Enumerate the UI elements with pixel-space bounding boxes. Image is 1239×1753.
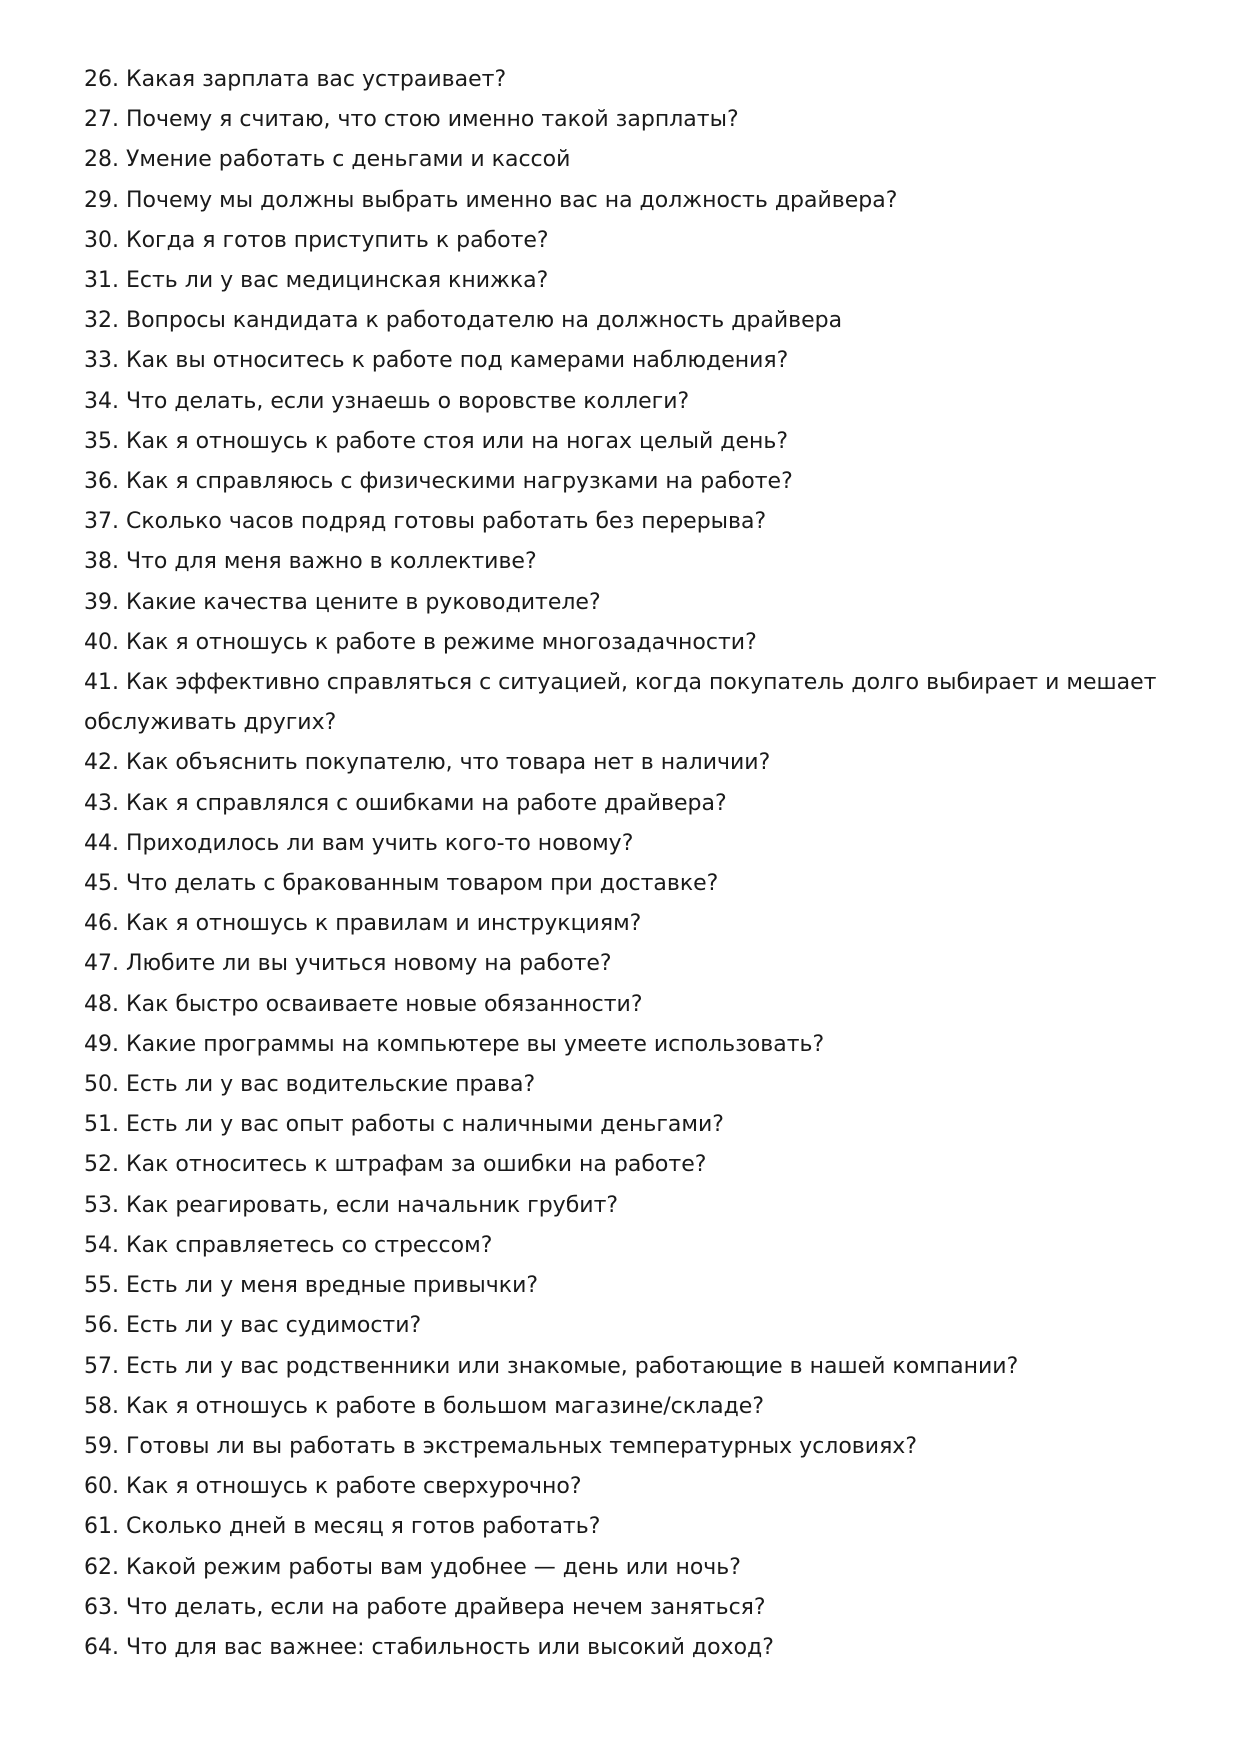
question-item: 57. Есть ли у вас родственники или знакомые, работающие в нашей компании? bbox=[84, 1353, 1019, 1379]
question-item: 41. Как эффективно справляться с ситуацией, когда покупатель долго выбирает и мешает обслуживать других? bbox=[84, 670, 1157, 736]
question-item: 36. Как я справляюсь с физическими нагрузками на работе? bbox=[84, 469, 793, 495]
question-item: 53. Как реагировать, если начальник грубит? bbox=[84, 1192, 619, 1218]
question-item: 52. Как относитесь к штрафам за ошибки на работе? bbox=[84, 1152, 707, 1178]
question-item: 35. Как я отношусь к работе стоя или на ногах целый день? bbox=[84, 428, 789, 454]
question-item: 50. Есть ли у вас водительские права? bbox=[84, 1072, 536, 1098]
question-item: 40. Как я отношусь к работе в режиме многозадачности? bbox=[84, 629, 757, 655]
question-item: 33. Как вы относитесь к работе под камерами наблюдения? bbox=[84, 348, 789, 374]
question-item: 62. Какой режим работы вам удобнее — день или ночь? bbox=[84, 1554, 741, 1580]
question-item: 34. Что делать, если узнаешь о воровстве коллеги? bbox=[84, 388, 690, 414]
question-item: 44. Приходилось ли вам учить кого-то новому? bbox=[84, 830, 634, 856]
question-item: 54. Как справляетесь со стрессом? bbox=[84, 1232, 493, 1258]
question-item: 59. Готовы ли вы работать в экстремальных температурных условиях? bbox=[84, 1433, 918, 1459]
question-item: 49. Какие программы на компьютере вы умеете использовать? bbox=[84, 1031, 825, 1057]
question-item: 60. Как я отношусь к работе сверхурочно? bbox=[84, 1474, 582, 1500]
question-item: 27. Почему я считаю, что стою именно такой зарплаты? bbox=[84, 107, 739, 133]
question-item: 29. Почему мы должны выбрать именно вас на должность драйвера? bbox=[84, 187, 898, 213]
question-item: 58. Как я отношусь к работе в большом магазине/складе? bbox=[84, 1393, 765, 1419]
question-item: 28. Умение работать с деньгами и кассой bbox=[84, 147, 571, 173]
question-item: 61. Сколько дней в месяц я готов работать? bbox=[84, 1514, 601, 1540]
question-item: 55. Есть ли у меня вредные привычки? bbox=[84, 1273, 539, 1299]
question-item: 51. Есть ли у вас опыт работы с наличными деньгами? bbox=[84, 1112, 724, 1138]
document-page bbox=[84, 60, 1164, 1668]
question-item: 64. Что для вас важнее: стабильность или высокий доход? bbox=[84, 1634, 774, 1660]
question-list bbox=[84, 60, 1164, 1668]
question-item: 63. Что делать, если на работе драйвера нечем заняться? bbox=[84, 1594, 766, 1620]
question-item: 39. Какие качества цените в руководителе? bbox=[84, 589, 601, 615]
question-item: 47. Любите ли вы учиться новому на работе? bbox=[84, 951, 612, 977]
question-item: 26. Какая зарплата вас устраивает? bbox=[84, 67, 507, 92]
question-item: 38. Что для меня важно в коллективе? bbox=[84, 549, 537, 575]
question-item: 56. Есть ли у вас судимости? bbox=[84, 1313, 422, 1339]
question-item: 37. Сколько часов подряд готовы работать без перерыва? bbox=[84, 509, 767, 535]
question-item: 48. Как быстро осваиваете новые обязанности? bbox=[84, 991, 643, 1017]
question-item: 30. Когда я готов приступить к работе? bbox=[84, 227, 549, 253]
question-item: 43. Как я справлялся с ошибками на работе драйвера? bbox=[84, 790, 727, 816]
question-item: 46. Как я отношусь к правилам и инструкциям? bbox=[84, 911, 642, 937]
question-item: 42. Как объяснить покупателю, что товара нет в наличии? bbox=[84, 750, 771, 776]
question-item: 31. Есть ли у вас медицинская книжка? bbox=[84, 268, 549, 294]
question-item: 32. Вопросы кандидата к работодателю на должность драйвера bbox=[84, 308, 843, 334]
question-item: 45. Что делать с бракованным товаром при доставке? bbox=[84, 871, 719, 897]
